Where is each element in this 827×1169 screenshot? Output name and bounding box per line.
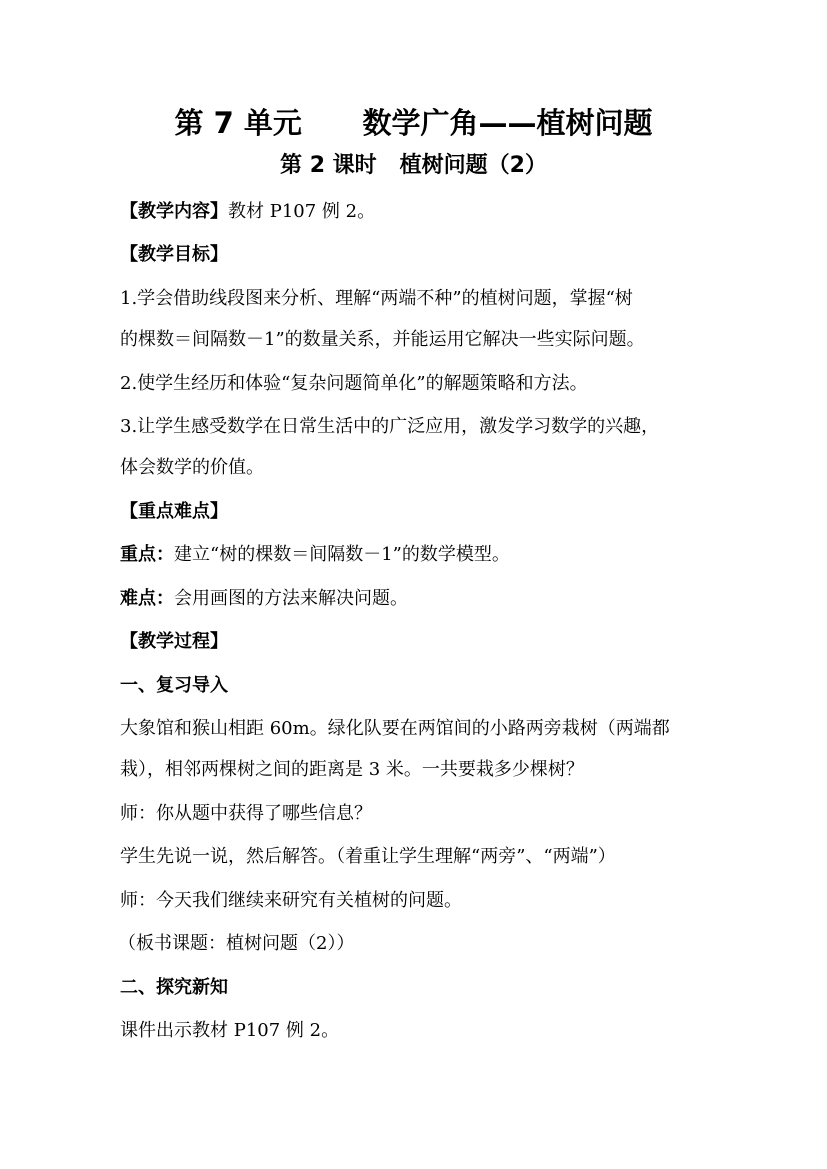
- goal3-line1: 3.让学生感受数学在日常生活中的广泛应用，激发学习数学的兴趣，: [120, 416, 660, 437]
- goal1-line2: 的棵数＝间隔数－1”的数量关系，并能运用它解决一些实际问题。: [120, 329, 645, 350]
- difficulty-text: 会用画图的方法来解决问题。: [174, 588, 408, 609]
- problem-line1: 大象馆和猴山相距 60m。绿化队要在两馆间的小路两旁栽树（两端都: [120, 718, 670, 739]
- teaching-content-label: 【教学内容】: [120, 201, 228, 222]
- goal3-line2: 体会数学的价值。: [120, 457, 264, 478]
- teaching-content-line: [120, 198, 720, 226]
- section2-heading: 二、探究新知: [120, 977, 228, 998]
- section1-heading: 一、复习导入: [120, 675, 228, 696]
- problem-line2: 栽），相邻两棵树之间的距离是 3 米。一共要栽多少棵树？: [120, 759, 584, 780]
- key-point-line: [120, 541, 720, 569]
- courseware-line: 课件出示教材 P107 例 2。: [120, 1020, 340, 1041]
- difficulty-label: 难点：: [120, 588, 174, 609]
- key-point-label: 重点：: [120, 544, 174, 565]
- lesson-title: 第 2 课时 植树问题（2）: [280, 153, 547, 178]
- difficulty-line: [120, 585, 720, 613]
- process-heading: 【教学过程】: [120, 631, 228, 652]
- teaching-content-text: 教材 P107 例 2。: [228, 201, 376, 222]
- goal1-line1: 1.学会借助线段图来分析、理解“两端不种”的植树问题，掌握“树: [120, 288, 633, 309]
- key-point-text: 建立“树的棵数＝间隔数－1”的数学模型。: [174, 544, 510, 565]
- key-points-heading: 【重点难点】: [120, 501, 228, 522]
- board-title: （板书课题：植树问题（2））: [118, 933, 355, 954]
- teacher-intro: 师：今天我们继续来研究有关植树的问题。: [120, 890, 462, 911]
- goals-heading: 【教学目标】: [120, 244, 228, 265]
- teacher-question: 师：你从题中获得了哪些信息？: [120, 803, 372, 824]
- student-answer: 学生先说一说，然后解答。（着重让学生理解“两旁”、“两端”）: [120, 846, 616, 867]
- unit-title: 第 7 单元 数学广角——植树问题: [174, 106, 653, 140]
- goal2: 2.使学生经历和体验“复杂问题简单化”的解题策略和方法。: [120, 373, 588, 394]
